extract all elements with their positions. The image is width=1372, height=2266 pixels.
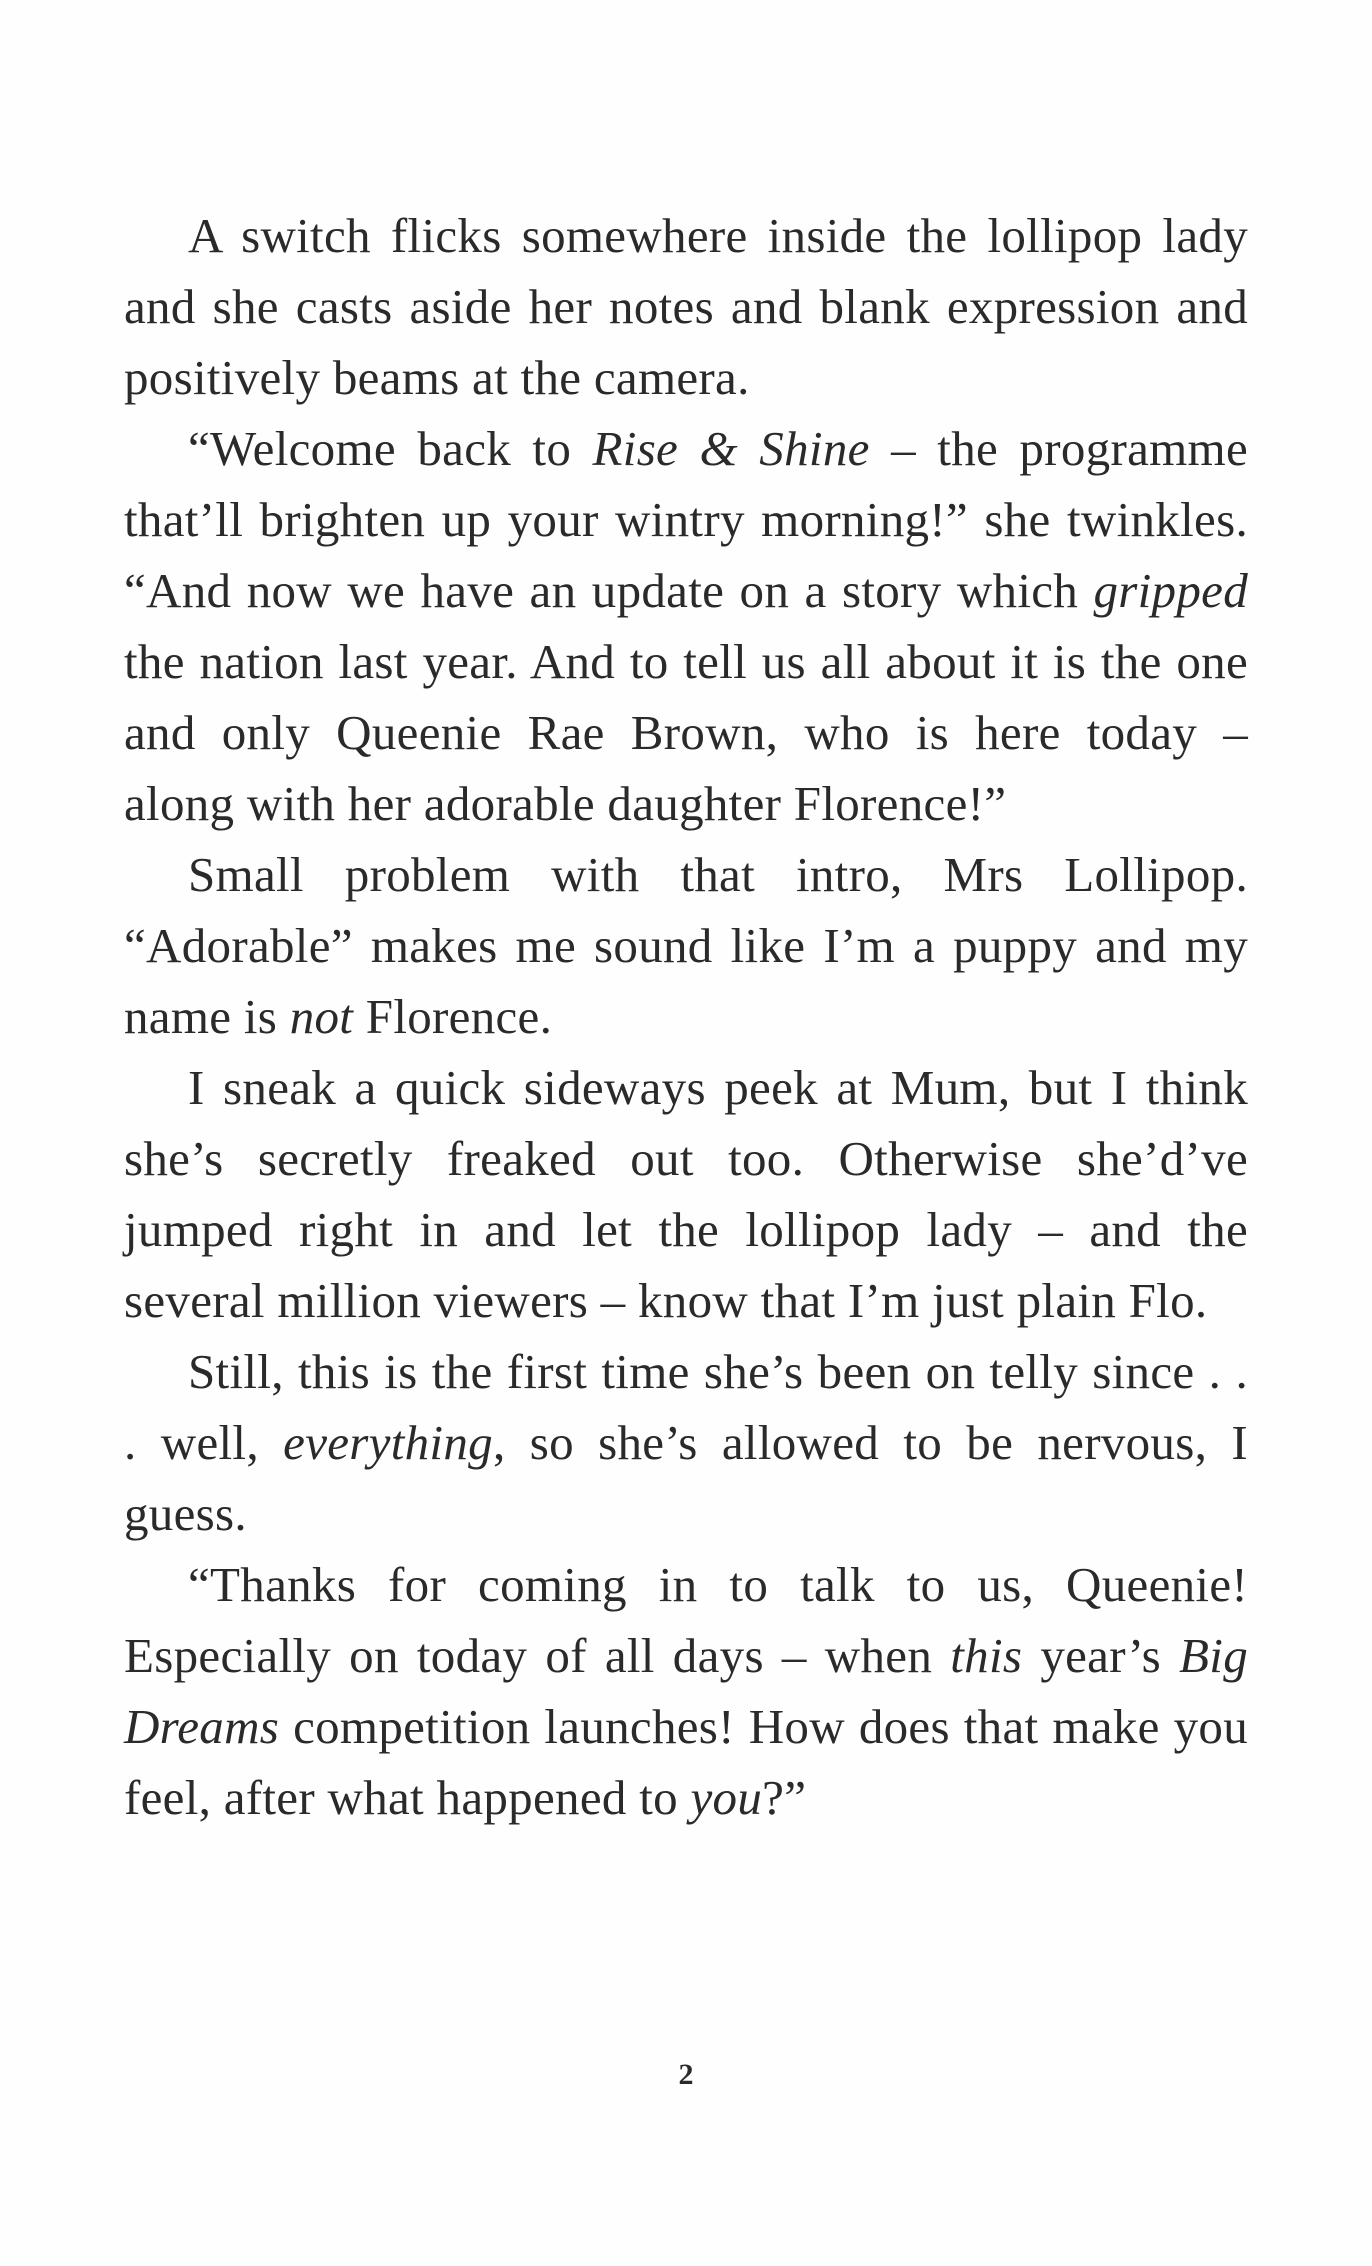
text-run: Florence. <box>353 989 553 1044</box>
italic-text: this <box>950 1628 1023 1683</box>
text-run: – the programme that’ll brighten up your wintry morning!” she twinkles. “And now we have an update on a story which <box>124 421 1248 618</box>
italic-text: everything <box>283 1415 493 1470</box>
text-run: the nation last year. And to tell us all about it is the one and only Queenie Rae Brown, who is here today – along with her adorable daughter Florence!” <box>124 634 1248 831</box>
italic-text: you <box>690 1770 763 1825</box>
text-run: I sneak a quick sideways peek at Mum, but I think she’s secretly freaked out too. Otherwise she’d’ve jumped right in and let the lollipop lady – and the several million viewers – know that I’m just plain Flo. <box>124 1060 1248 1328</box>
page-number: 2 <box>678 2058 694 2091</box>
paragraph <box>124 1052 1248 1336</box>
italic-text: Big Dreams <box>124 1628 1248 1754</box>
text-run: ?” <box>762 1770 807 1825</box>
italic-text: Rise & Shine <box>592 421 870 476</box>
paragraph <box>124 839 1248 1052</box>
text-run: A switch flicks somewhere inside the lollipop lady and she casts aside her notes and blank expression and positively beams at the camera. <box>124 208 1248 405</box>
italic-text: not <box>289 989 354 1044</box>
text-run: “Welcome back to <box>188 421 593 476</box>
paragraph <box>124 1336 1248 1549</box>
text-run: year’s <box>1022 1628 1180 1683</box>
paragraph <box>124 200 1248 413</box>
text-run: , so she’s allowed to be nervous, I guess. <box>124 1415 1248 1541</box>
text-run: “Thanks for coming in to talk to us, Queenie! Especially on today of all days – when <box>124 1557 1248 1683</box>
text-run: Still, this is the first time she’s been on telly since . . . well, <box>124 1344 1248 1470</box>
italic-text: gripped <box>1093 563 1248 618</box>
text-run: Small problem with that intro, Mrs Lollipop. “Adorable” makes me sound like I’m a puppy and my name is <box>124 847 1248 1044</box>
body-text <box>124 200 1248 1833</box>
text-run: competition launches! How does that make you feel, after what happened to <box>124 1699 1248 1825</box>
paragraph <box>124 1549 1248 1833</box>
paragraph <box>124 413 1248 839</box>
